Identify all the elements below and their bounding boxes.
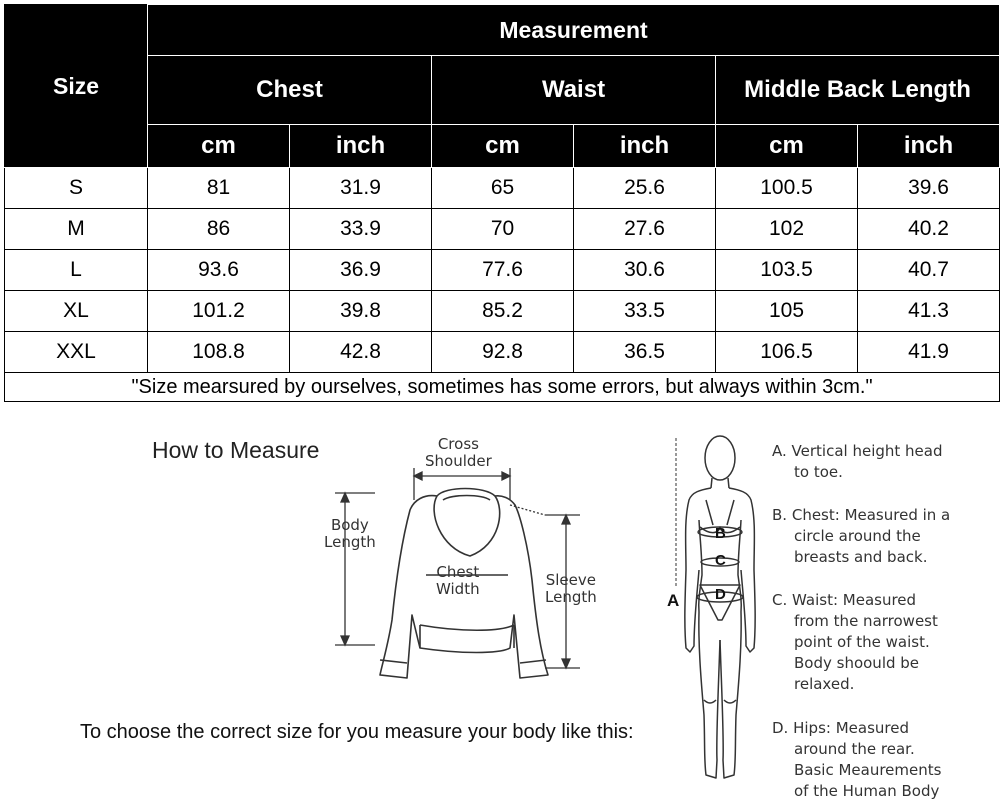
- size-note: "Size mearsured by ourselves, sometimes has some errors, but always within 3cm.": [5, 373, 1000, 402]
- chest-header: Chest: [148, 56, 432, 125]
- legend-first-line: Chest: Measured in a: [791, 506, 951, 524]
- cross-shoulder-label: Cross Shoulder: [425, 435, 492, 470]
- measurement-cell: 39.8: [290, 291, 432, 332]
- measurement-cell: 85.2: [432, 291, 574, 332]
- measurement-cell: 41.9: [858, 332, 1000, 373]
- unit-header: inch: [858, 125, 1000, 168]
- legend-item-d: [772, 718, 972, 802]
- legend-item-c: [772, 590, 972, 695]
- measurement-cell: 33.9: [290, 209, 432, 250]
- measurement-cell: 77.6: [432, 250, 574, 291]
- measurement-cell: 108.8: [148, 332, 290, 373]
- legend-description: around the rear. Basic Meaurements of the Human Body: [794, 740, 942, 800]
- legend-letter: C.: [772, 591, 788, 609]
- size-cell: L: [5, 250, 148, 291]
- unit-header: inch: [574, 125, 716, 168]
- unit-header: inch: [290, 125, 432, 168]
- legend-letter: D.: [772, 719, 789, 737]
- legend-first-line: Waist: Measured: [792, 591, 917, 609]
- middle-back-length-header: Middle Back Length: [716, 56, 1000, 125]
- measurement-cell: 27.6: [574, 209, 716, 250]
- measurement-cell: 36.5: [574, 332, 716, 373]
- measurement-cell: 101.2: [148, 291, 290, 332]
- body-illustration: [685, 436, 755, 778]
- size-cell: XL: [5, 291, 148, 332]
- measurement-cell: 93.6: [148, 250, 290, 291]
- legend-description: circle around the breasts and back.: [794, 527, 928, 566]
- measurement-cell: 40.2: [858, 209, 1000, 250]
- size-cell: M: [5, 209, 148, 250]
- body-letter-d: D: [715, 586, 726, 603]
- measurement-cell: 100.5: [716, 168, 858, 209]
- measurement-cell: 86: [148, 209, 290, 250]
- waist-header: Waist: [432, 56, 716, 125]
- measurement-cell: 25.6: [574, 168, 716, 209]
- size-column-header: Size: [5, 5, 148, 168]
- measurement-cell: 39.6: [858, 168, 1000, 209]
- size-cell: XXL: [5, 332, 148, 373]
- measurement-cell: 102: [716, 209, 858, 250]
- measurement-header: Measurement: [148, 5, 1000, 56]
- body-letter-b: B: [715, 525, 726, 542]
- body-length-label: Body Length: [324, 516, 376, 551]
- measurement-cell: 42.8: [290, 332, 432, 373]
- size-cell: S: [5, 168, 148, 209]
- measurement-cell: 106.5: [716, 332, 858, 373]
- legend-first-line: Vertical height head: [791, 442, 943, 460]
- legend-description: from the narrowest point of the waist. Body shoould be relaxed.: [794, 612, 938, 693]
- unit-header: cm: [716, 125, 858, 168]
- legend-item-a: [772, 441, 972, 483]
- measurement-cell: 36.9: [290, 250, 432, 291]
- measurement-cell: 81: [148, 168, 290, 209]
- measurement-cell: 70: [432, 209, 574, 250]
- sleeve-length-label: Sleeve Length: [545, 571, 597, 606]
- measurement-cell: 40.7: [858, 250, 1000, 291]
- legend-first-line: Hips: Measured: [793, 719, 909, 737]
- measurement-cell: 105: [716, 291, 858, 332]
- legend-description: to toe.: [794, 463, 843, 481]
- measurement-cell: 65: [432, 168, 574, 209]
- legend-letter: A.: [772, 442, 787, 460]
- measurement-cell: 103.5: [716, 250, 858, 291]
- how-to-measure-title: How to Measure: [152, 437, 320, 463]
- measure-instruction: To choose the correct size for you measure your body like this:: [80, 721, 634, 743]
- measurement-cell: 31.9: [290, 168, 432, 209]
- measurement-cell: 92.8: [432, 332, 574, 373]
- measurement-cell: 30.6: [574, 250, 716, 291]
- legend-item-b: [772, 505, 972, 568]
- unit-header: cm: [148, 125, 290, 168]
- legend-letter: B.: [772, 506, 788, 524]
- measurement-cell: 33.5: [574, 291, 716, 332]
- unit-header: cm: [432, 125, 574, 168]
- body-letter-c: C: [715, 552, 726, 569]
- measurement-cell: 41.3: [858, 291, 1000, 332]
- chest-width-label: Chest Width: [436, 563, 480, 598]
- body-letter-a: A: [667, 591, 680, 610]
